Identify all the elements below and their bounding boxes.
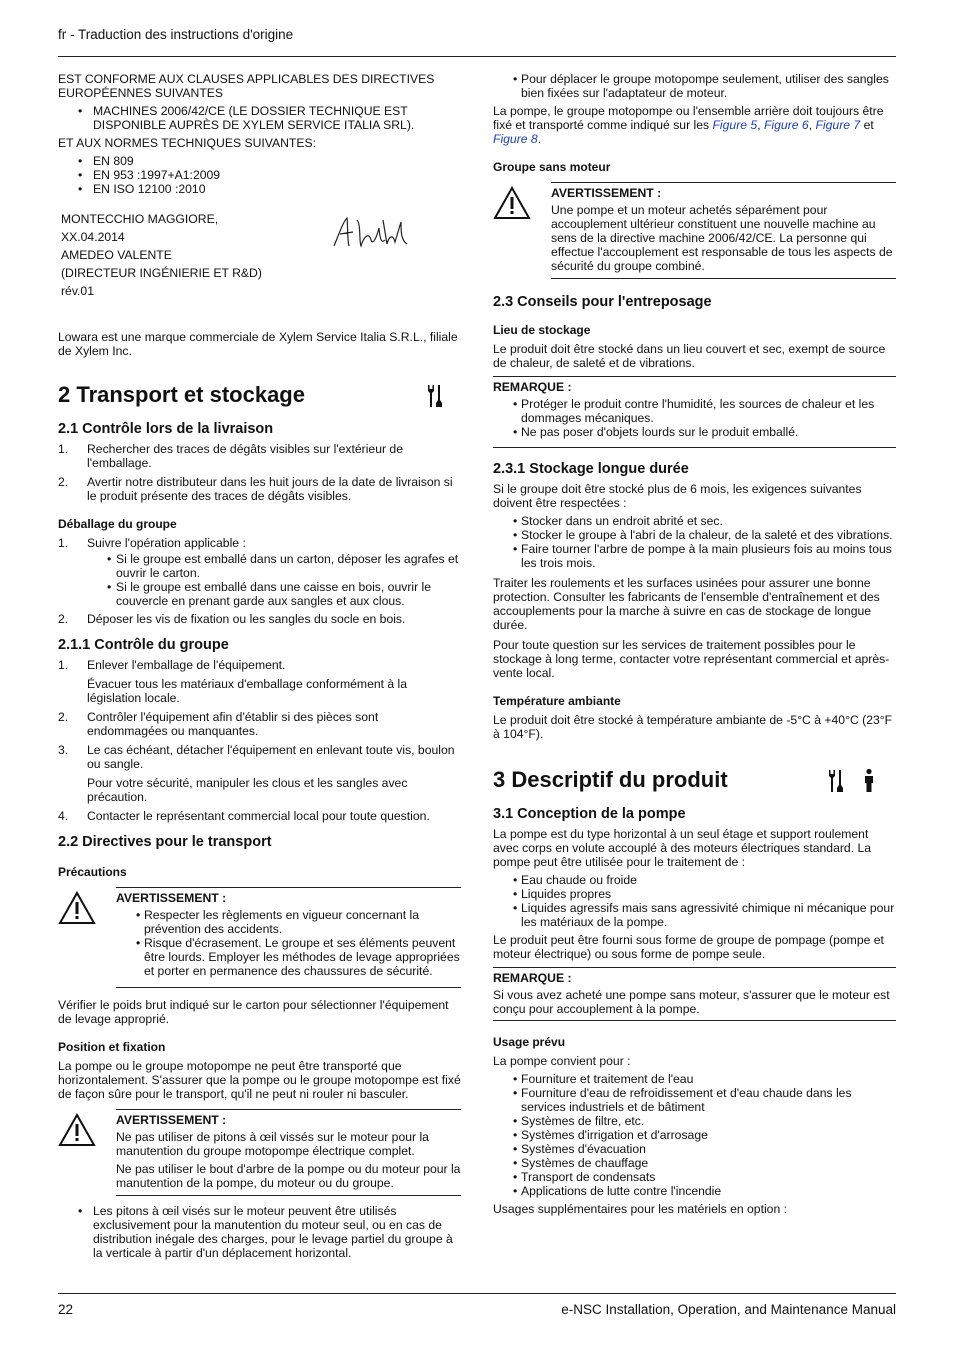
step-text: Contacter le représentant commercial local pour toute question.	[87, 809, 430, 823]
fixation-text-start: La pompe, le groupe motopompe ou l'ensemble arrière doit toujours être fixé et transporté comme indiqué sur les	[493, 104, 884, 132]
footer-rule	[58, 1293, 896, 1294]
temperature-text: Le produit doit être stocké à température ambiante de -5°C à +40°C (23°F à 104°F).	[493, 713, 893, 741]
warning-box	[58, 1109, 461, 1196]
step-number: 1.	[58, 442, 69, 456]
warning-triangle-icon	[493, 186, 531, 220]
chapter-2-title	[58, 382, 461, 408]
sig-line: (DIRECTEUR INGÉNIERIE ET R&D)	[61, 266, 262, 280]
list-item: • Pour déplacer le groupe motopompe seulement, utiliser des sangles bien fixées sur l'adaptateur de moteur.	[493, 72, 896, 100]
separator: ,	[757, 118, 764, 132]
usage-list	[493, 1072, 896, 1198]
figure-5-link[interactable]: Figure 5	[712, 118, 758, 132]
declaration-list	[58, 104, 461, 132]
list-item: • Si le groupe est emballé dans une caisse en bois, ouvrir le couvercle en prenant garde aux sangles et aux clous.	[58, 580, 461, 608]
s231-para: Traiter les roulements et les surfaces usinées pour assurer une bonne protection. Consulter les fabricants de l'ensemble d'entraînement et des accouplements pour la marche à suivre en cas de stockage de longue durée.	[493, 576, 880, 632]
list-item: • Eau chaude ou froide	[493, 873, 896, 887]
list-item: • Faire tourner l'arbre de pompe à la main plusieurs fois au moins tous les trois mois.	[493, 542, 896, 570]
deballage-title: Déballage du groupe	[58, 517, 177, 531]
lieu-title: Lieu de stockage	[493, 323, 591, 337]
header-rule	[58, 56, 896, 57]
list-item: • Si le groupe est emballé dans un carton, déposer les agrafes et ouvrir le carton.	[58, 552, 461, 580]
step-note: Pour votre sécurité, manipuler les clous et les sangles avec précaution.	[87, 776, 408, 804]
list-item	[58, 442, 461, 470]
sig-line: AMEDEO VALENTE	[61, 248, 172, 262]
list-item	[58, 743, 461, 771]
position-title: Position et fixation	[58, 1040, 166, 1054]
manual-title: e-NSC Installation, Operation, and Maintenance Manual	[561, 1302, 896, 1317]
warning-triangle-icon	[58, 1113, 96, 1147]
handwritten-signature	[331, 214, 411, 250]
step-text: Enlever l'emballage de l'équipement.	[87, 658, 286, 672]
list-item	[58, 710, 461, 738]
warning-box	[58, 887, 461, 988]
step-number: 2.	[58, 475, 69, 489]
remark-title: REMARQUE :	[493, 971, 572, 985]
step-note: Évacuer tous les matériaux d'emballage conformément à la législation locale.	[87, 677, 408, 705]
lieu-text: Le produit doit être stocké dans un lieu couvert et sec, exempt de source de chaleur, de saleté et de vibrations.	[493, 342, 886, 370]
section-2-3-title: 2.3 Conseils pour l'entreposage	[493, 294, 712, 310]
list-item	[58, 612, 461, 626]
position-text: La pompe ou le groupe motopompe ne peut être transporté que horizontalement. S'assurer que la pompe ou le groupe motopompe est fixé de façon sûre pour le transport, qu'il ne peut ni rouler ni basculer.	[58, 1059, 461, 1101]
norms-title: ET AUX NORMES TECHNIQUES SUIVANTES:	[58, 136, 317, 150]
figure-8-link[interactable]: Figure 8	[493, 132, 538, 146]
list-item: • EN 953 :1997+A1:2009	[58, 168, 461, 182]
list-item: • Fourniture d'eau de refroidissement et d'eau chaude dans les services industriels et de bâtiment	[493, 1086, 896, 1114]
list-item: • Systèmes de filtre, etc.	[493, 1114, 896, 1128]
usage-title: Usage prévu	[493, 1035, 566, 1049]
step-number: 1.	[58, 536, 69, 550]
step-text: Le cas échéant, détacher l'équipement en enlevant toute vis, boulon ou sangle.	[87, 743, 455, 771]
warning-title: AVERTISSEMENT :	[551, 186, 662, 200]
chapter-3-title-text: 3 Descriptif du produit	[493, 767, 728, 792]
eyebolt-list	[58, 1204, 461, 1260]
tools-icon	[425, 383, 443, 409]
warning-title: AVERTISSEMENT :	[116, 1113, 227, 1127]
right-column	[493, 72, 896, 1220]
list-item: • EN ISO 12100 :2010	[58, 182, 461, 196]
sans-moteur-title: Groupe sans moteur	[493, 160, 611, 174]
step-number: 2.	[58, 710, 69, 724]
s31-text: La pompe est du type horizontal à un seul étage et support roulement avec corps en volute accouplé à des moteurs électriques standard. La pompe peut être utilisée pour le traitement de :	[493, 827, 872, 869]
list-item: • Respecter les règlements en vigueur concernant la prévention des accidents.	[116, 908, 461, 936]
warning-title: AVERTISSEMENT :	[116, 891, 227, 905]
figure-6-link[interactable]: Figure 6	[763, 118, 809, 132]
storage-list	[493, 514, 896, 570]
list-item: • Liquides agressifs mais sans agressivité chimique ni mécanique pour les matériaux de la pompe.	[493, 901, 896, 929]
brand-note: Lowara est une marque commerciale de Xylem Service Italia S.R.L., filiale de Xylem Inc.	[58, 330, 458, 358]
person-icon	[863, 768, 875, 794]
list-item: • MACHINES 2006/42/CE (LE DOSSIER TECHNIQUE EST DISPONIBLE AUPRÈS DE XYLEM SERVICE ITALIA SRL).	[58, 104, 461, 132]
list-item: • EN 809	[58, 154, 461, 168]
step-text: Déposer les vis de fixation ou les sangles du socle en bois.	[87, 612, 406, 626]
warning-triangle-icon	[58, 891, 96, 925]
usage-extra: Usages supplémentaires pour les matériels en option :	[493, 1202, 788, 1216]
list-item: • Liquides propres	[493, 887, 896, 901]
fixation-text	[493, 104, 896, 146]
step-number: 3.	[58, 743, 69, 757]
list-item: • Systèmes de chauffage	[493, 1156, 896, 1170]
list-item: • Ne pas poser d'objets lourds sur le produit emballé.	[493, 425, 896, 439]
step-number: 4.	[58, 809, 69, 823]
chapter-2-title-text: 2 Transport et stockage	[58, 382, 305, 407]
list-item: • Transport de condensats	[493, 1170, 896, 1184]
page-header: fr - Traduction des instructions d'origine	[58, 27, 294, 42]
liquids-list	[493, 873, 896, 929]
remark-text: Si vous avez acheté une pompe sans moteur, s'assurer que le moteur est conçu pour accouplement à la pompe.	[493, 988, 890, 1016]
step-text: Rechercher des traces de dégâts visibles sur l'extérieur de l'emballage.	[87, 442, 403, 470]
sig-line: MONTECCHIO MAGGIORE,	[61, 212, 219, 226]
signature-block	[61, 210, 461, 300]
separator: ,	[808, 118, 816, 132]
verify-text: Vérifier le poids brut indiqué sur le carton pour sélectionner l'équipement de levage approprié.	[58, 998, 449, 1026]
section-2-1-1-title: 2.1.1 Contrôle du groupe	[58, 637, 229, 653]
step-text: Avertir notre distributeur dans les huit jours de la date de livraison si le produit présente des traces de dégâts visibles.	[87, 475, 453, 503]
warning-box	[493, 182, 896, 279]
list-item: • Stocker dans un endroit abrité et sec.	[493, 514, 896, 528]
deballage-sublist	[58, 552, 461, 608]
remark-list	[493, 397, 896, 439]
transport-list	[493, 72, 896, 100]
usage-text: La pompe convient pour :	[493, 1054, 631, 1068]
list-item	[58, 658, 461, 672]
section-2-2-title: 2.2 Directives pour le transport	[58, 834, 272, 850]
tools-icon	[826, 768, 844, 794]
separator: et	[860, 118, 874, 132]
section-2-3-1-title: 2.3.1 Stockage longue durée	[493, 461, 689, 477]
chapter-3-title	[493, 767, 896, 793]
list-item: • Systèmes d'irrigation et d'arrosage	[493, 1128, 896, 1142]
list-item: • Stocker le groupe à l'abri de la chaleur, de la saleté et des vibrations.	[493, 528, 896, 542]
warning-list	[116, 908, 461, 978]
warning-text: Ne pas utiliser le bout d'arbre de la pompe ou du moteur pour la manutention de la pompe, du moteur ou du groupe.	[116, 1162, 461, 1190]
list-item: • Fourniture et traitement de l'eau	[493, 1072, 896, 1086]
section-3-1-title: 3.1 Conception de la pompe	[493, 806, 686, 822]
warning-text: Une pompe et un moteur achetés séparément pour accouplement ultérieur constituent une nouvelle machine au sens de la directive machine 2006/42/CE. La personne qui effectue l'accouplement est responsable de tous les aspects de sécurité du groupe combiné.	[551, 203, 893, 273]
step-number: 1.	[58, 658, 69, 672]
step-number: 2.	[58, 612, 69, 626]
list-item	[58, 809, 461, 823]
list-item: • Les pitons à œil visés sur le moteur peuvent être utilisés exclusivement pour la manutention du moteur seul, ou en cas de distribution inégale des charges, pour le levage partiel du groupe à la verticale à partir d'un déplacement horizontal.	[58, 1204, 461, 1260]
list-item: • Applications de lutte contre l'incendie	[493, 1184, 896, 1198]
s231-para: Pour toute question sur les services de traitement possibles pour le stockage à long terme, contacter votre représentant commercial et après-vente local.	[493, 638, 890, 680]
s231-text: Si le groupe doit être stocké plus de 6 mois, les exigences suivantes doivent être respectées :	[493, 482, 862, 510]
declaration-title: EST CONFORME AUX CLAUSES APPLICABLES DES DIRECTIVES EUROPÉENNES SUIVANTES	[58, 72, 435, 100]
temperature-title: Température ambiante	[493, 694, 621, 708]
sig-line: XX.04.2014	[61, 230, 125, 244]
step-text: Contrôler l'équipement afin d'établir si des pièces sont endommagées ou manquantes.	[87, 710, 379, 738]
period: .	[537, 132, 542, 146]
list-item: • Risque d'écrasement. Le groupe et ses éléments peuvent être lourds. Employer les méthodes de levage appropriées et porter en permanence des chaussures de sécurité.	[116, 936, 461, 978]
list-item	[58, 475, 461, 503]
figure-7-link[interactable]: Figure 7	[815, 118, 861, 132]
step-text: Suivre l'opération applicable :	[87, 536, 246, 550]
page-number: 22	[58, 1302, 74, 1317]
list-item: • Protéger le produit contre l'humidité, les sources de chaleur et les dommages mécaniques.	[493, 397, 896, 425]
precautions-title: Précautions	[58, 865, 127, 879]
remark-box	[493, 967, 896, 1021]
remark-title: REMARQUE :	[493, 380, 572, 394]
norms-list	[58, 154, 461, 196]
left-column	[58, 72, 461, 1264]
remark-box	[493, 376, 896, 448]
section-2-1-title: 2.1 Contrôle lors de la livraison	[58, 421, 274, 437]
s31-para: Le produit peut être fourni sous forme de groupe de pompage (pompe et moteur électrique) ou sous forme de pompe seule.	[493, 933, 884, 961]
warning-text: Ne pas utiliser de pitons à œil vissés sur le moteur pour la manutention du groupe motopompe électrique complet.	[116, 1130, 429, 1158]
sig-line: rév.01	[61, 284, 94, 298]
list-item	[58, 536, 461, 550]
list-item: • Systèmes d'évacuation	[493, 1142, 896, 1156]
